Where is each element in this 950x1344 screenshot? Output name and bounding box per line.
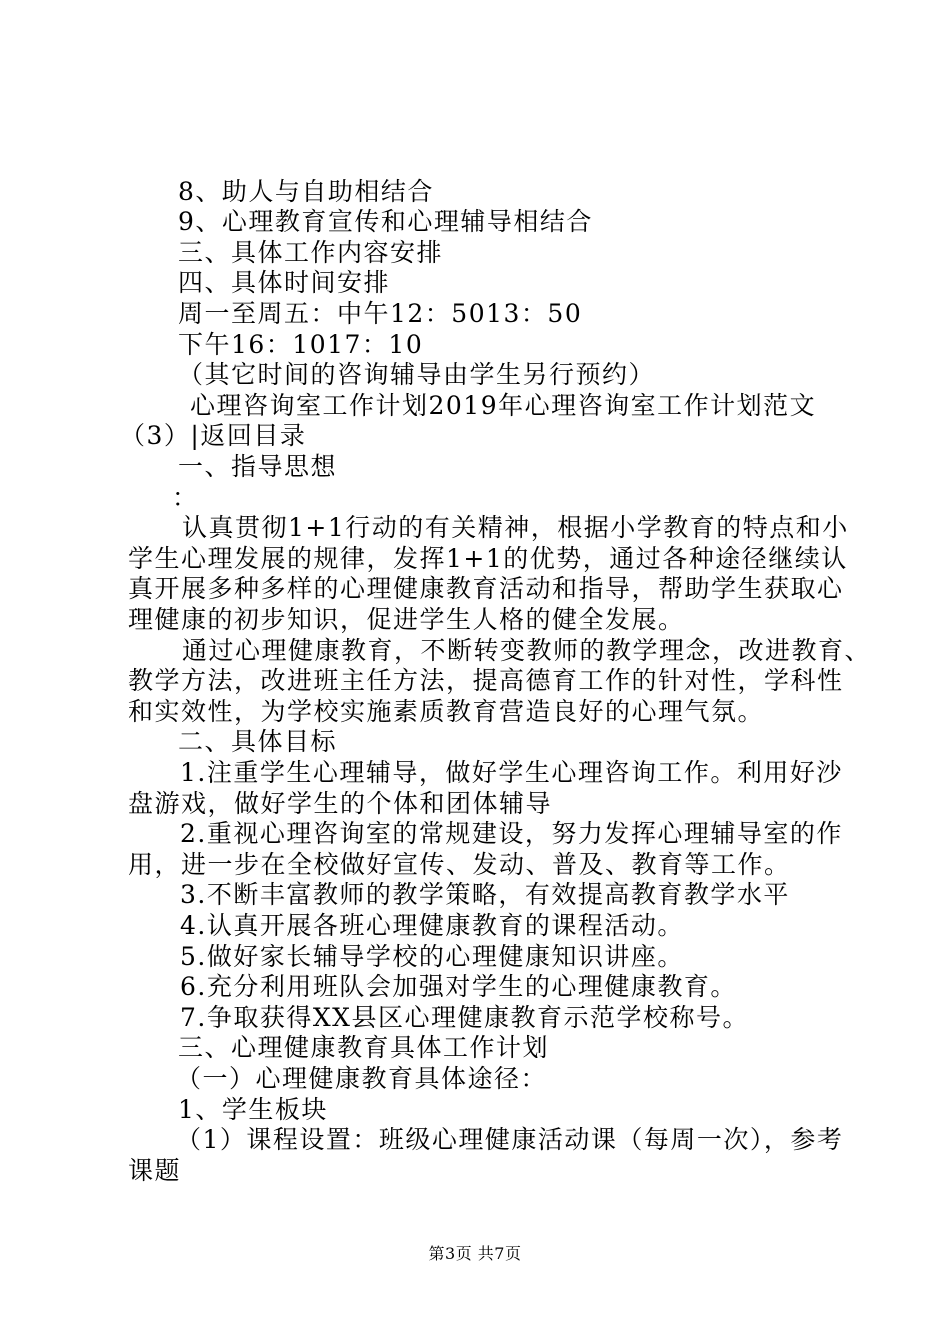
text-line: （3）|返回目录 bbox=[120, 421, 307, 450]
text-line: 3.不断丰富教师的教学策略，有效提高教育教学水平 bbox=[180, 880, 790, 909]
text-line: 课题 bbox=[128, 1156, 182, 1185]
text-line: 2.重视心理咨询室的常规建设，努力发挥心理辅导室的作 bbox=[180, 819, 843, 848]
text-line: 9、心理教育宣传和心理辅导相结合 bbox=[178, 207, 593, 236]
text-line: 理健康的初步知识，促进学生人格的健全发展。 bbox=[128, 605, 685, 634]
text-line: 三、具体工作内容安排 bbox=[178, 238, 444, 267]
text-line: 4.认真开展各班心理健康教育的课程活动。 bbox=[180, 911, 684, 940]
text-line: 一、指导思想 bbox=[178, 452, 338, 481]
text-line: 心理咨询室工作计划2019年心理咨询室工作计划范文 bbox=[190, 391, 817, 420]
text-line: （其它时间的咨询辅导由学生另行预约） bbox=[178, 360, 656, 389]
text-line: 8、助人与自助相结合 bbox=[178, 177, 434, 206]
text-line: 认真贯彻1+1行动的有关精神，根据小学教育的特点和小 bbox=[182, 513, 849, 542]
text-line: 周一至周五：中午12：5013：50 bbox=[178, 299, 583, 328]
text-line: （一）心理健康教育具体途径： bbox=[176, 1064, 548, 1093]
text-line: 二、具体目标 bbox=[178, 727, 338, 756]
text-line: 下午16：1017：10 bbox=[178, 330, 424, 359]
page-number-footer: 第3页 共7页 bbox=[428, 1244, 522, 1263]
text-line: 教学方法，改进班主任方法，提高德育工作的针对性，学科性 bbox=[128, 666, 844, 695]
text-line: 三、心理健康教育具体工作计划 bbox=[178, 1033, 550, 1062]
text-line: 1、学生板块 bbox=[178, 1095, 328, 1124]
text-line: 真开展多种多样的心理健康教育活动和指导，帮助学生获取心 bbox=[128, 574, 844, 603]
text-line: 学生心理发展的规律，发挥1+1的优势，通过各种途径继续认 bbox=[128, 544, 848, 573]
text-line: 和实效性，为学校实施素质教育营造良好的心理气氛。 bbox=[128, 697, 765, 726]
text-line: 7.争取获得XX县区心理健康教育示范学校称号。 bbox=[180, 1003, 749, 1032]
text-line: 盘游戏，做好学生的个体和团体辅导 bbox=[128, 789, 553, 818]
text-line: （1）课程设置：班级心理健康活动课（每周一次），参考 bbox=[176, 1125, 844, 1154]
text-line: 5.做好家长辅导学校的心理健康知识讲座。 bbox=[180, 942, 684, 971]
text-line: 通过心理健康教育，不断转变教师的教学理念，改进教育、 bbox=[182, 636, 872, 665]
text-line: 6.充分利用班队会加强对学生的心理健康教育。 bbox=[180, 972, 737, 1001]
text-line: 四、具体时间安排 bbox=[178, 268, 391, 297]
text-line: 用，进一步在全校做好宣传、发动、普及、教育等工作。 bbox=[128, 850, 791, 879]
text-line: ： bbox=[172, 483, 199, 512]
text-line: 1.注重学生心理辅导，做好学生心理咨询工作。利用好沙 bbox=[180, 758, 843, 787]
